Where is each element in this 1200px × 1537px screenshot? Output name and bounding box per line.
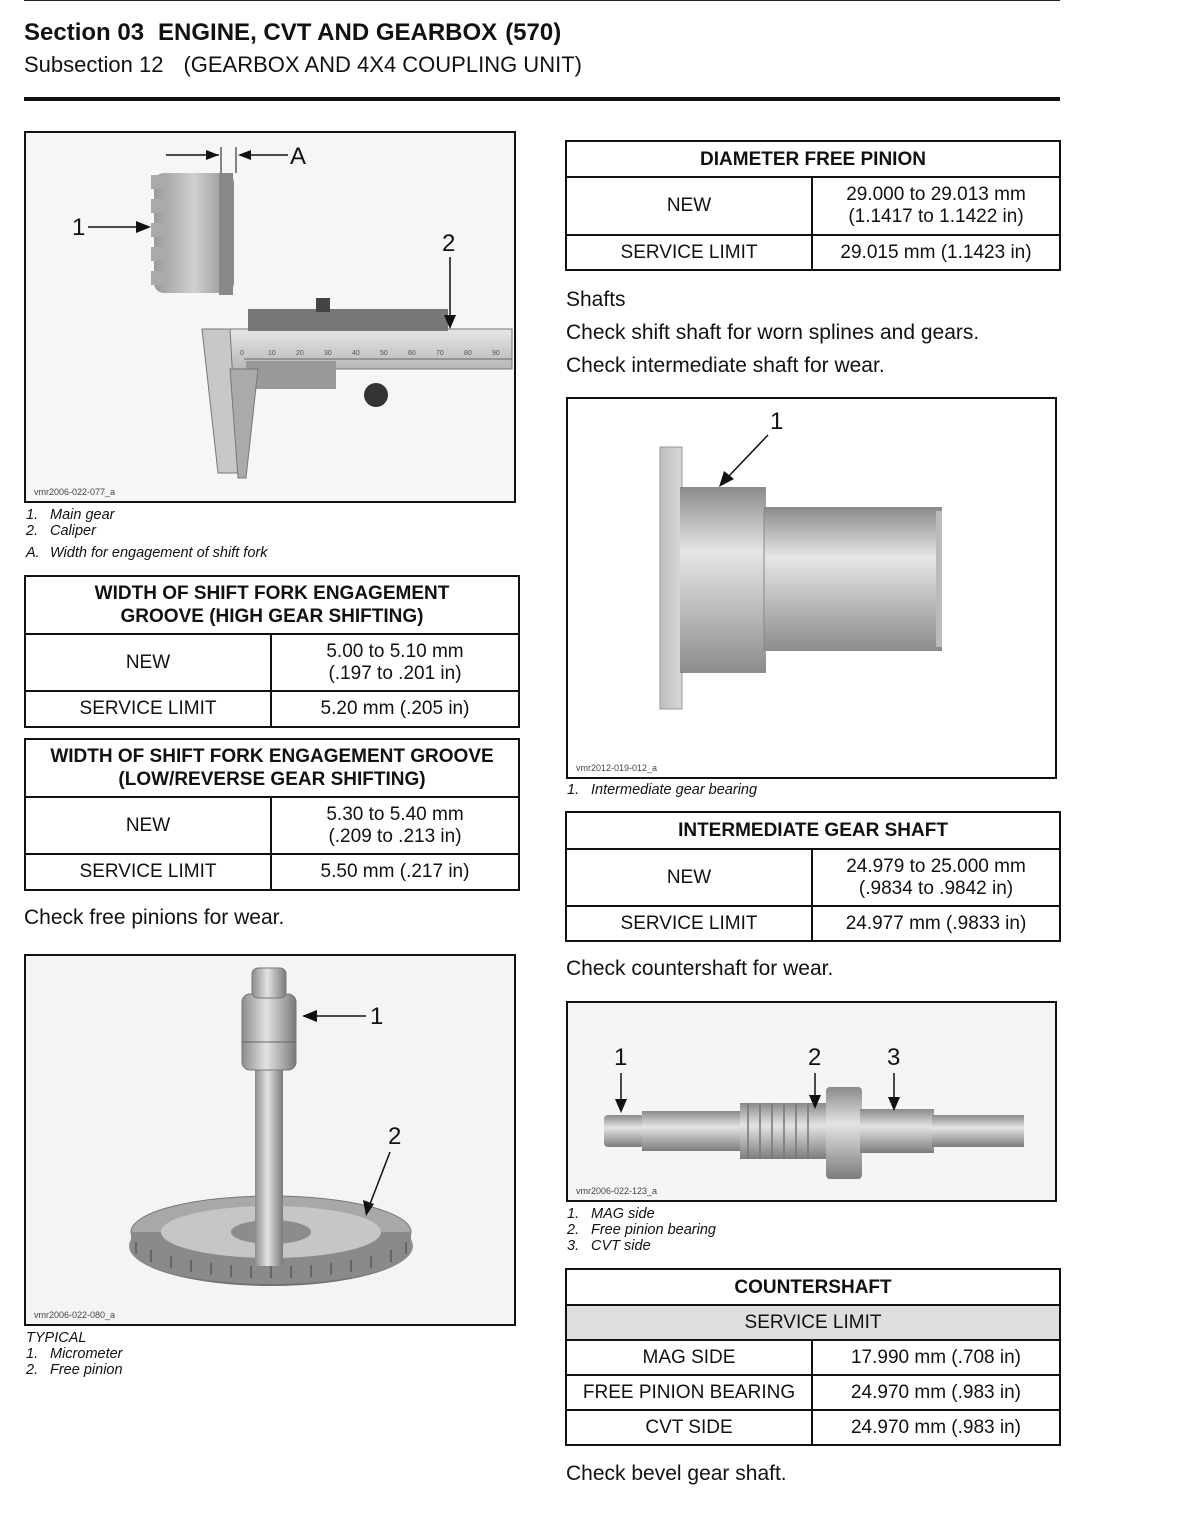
text-countershaft: Check countershaft for wear. <box>566 957 834 980</box>
scale-tick: 20 <box>296 350 304 357</box>
row-label: SERVICE LIMIT <box>25 691 271 727</box>
figure-reference: vmr2006-022-077_a <box>34 487 116 497</box>
caption-item: 1. Intermediate gear bearing <box>567 782 758 798</box>
table-title: WIDTH OF SHIFT FORK ENGAGEMENT GROOVE (HIGH GEAR SHIFTING) <box>25 576 519 634</box>
text-intermediate-shaft: Check intermediate shaft for wear. <box>566 354 885 377</box>
table-subheader: SERVICE LIMIT <box>566 1305 1060 1340</box>
callout-1: 1 <box>770 408 784 435</box>
callout-2: 2 <box>442 230 456 257</box>
caption-item: A. Width for engagement of shift fork <box>26 545 268 561</box>
table-row <box>25 691 519 727</box>
row-value: 29.000 to 29.013 mm (1.1417 to 1.1422 in) <box>812 177 1060 235</box>
table-row <box>25 634 519 691</box>
scale-tick: 70 <box>436 350 444 357</box>
table-shift-fork-high <box>24 575 520 728</box>
table-diameter-free-pinion <box>565 140 1061 271</box>
caption-item: 2. Free pinion <box>26 1362 123 1378</box>
row-label: NEW <box>566 177 812 235</box>
caption-item: 2. Free pinion bearing <box>567 1222 716 1238</box>
row-value: 24.970 mm (.983 in) <box>812 1375 1060 1410</box>
text-bevel-gear-shaft: Check bevel gear shaft. <box>566 1462 787 1485</box>
table-title: COUNTERSHAFT <box>566 1269 1060 1305</box>
table-row <box>566 235 1060 270</box>
row-value: 5.20 mm (.205 in) <box>271 691 519 727</box>
figure-micrometer-caption <box>26 1330 123 1378</box>
figure-micrometer <box>24 954 516 1326</box>
header-rule <box>24 97 1060 101</box>
caption-title: TYPICAL <box>26 1330 87 1346</box>
main-gear-shape <box>151 173 234 295</box>
table-title: INTERMEDIATE GEAR SHAFT <box>566 812 1060 849</box>
caliper-illustration <box>26 133 514 501</box>
scale-tick: 90 <box>492 350 500 357</box>
figure-countershaft-caption <box>567 1206 716 1254</box>
figure-intermediate-caption <box>567 782 757 798</box>
table-row <box>25 854 519 890</box>
section-label: Section 03 <box>24 19 145 46</box>
caption-item: 1. Main gear <box>26 507 115 523</box>
scale-tick: 10 <box>268 350 276 357</box>
table-row <box>566 177 1060 235</box>
row-label: NEW <box>566 849 812 906</box>
table-row <box>566 849 1060 906</box>
subsection-label: Subsection 12 <box>24 52 164 77</box>
table-row <box>566 1375 1060 1410</box>
section-heading <box>24 19 561 47</box>
row-label: FREE PINION BEARING <box>566 1375 812 1410</box>
row-label: NEW <box>25 634 271 691</box>
row-value: 24.977 mm (.9833 in) <box>812 906 1060 941</box>
table-title: DIAMETER FREE PINION <box>566 141 1060 177</box>
intermediate-shaft-illustration <box>568 399 1055 777</box>
figure-caliper-caption <box>26 507 267 561</box>
scale-tick: 60 <box>408 350 416 357</box>
figure-countershaft <box>566 1001 1057 1202</box>
text-free-pinions: Check free pinions for wear. <box>24 906 285 929</box>
row-label: MAG SIDE <box>566 1340 812 1375</box>
section-title: ENGINE, CVT AND GEARBOX <box>158 19 498 46</box>
subsection-heading <box>24 52 582 78</box>
callout-1: 1 <box>370 1003 384 1030</box>
table-row <box>566 1340 1060 1375</box>
callout-2: 2 <box>808 1044 822 1071</box>
row-label: SERVICE LIMIT <box>566 906 812 941</box>
table-row <box>566 906 1060 941</box>
row-value: 5.00 to 5.10 mm (.197 to .201 in) <box>271 634 519 691</box>
row-label: CVT SIDE <box>566 1410 812 1445</box>
scale-tick: 40 <box>352 350 360 357</box>
figure-intermediate-shaft <box>566 397 1057 779</box>
row-value: 5.50 mm (.217 in) <box>271 854 519 890</box>
table-shift-fork-low <box>24 738 520 891</box>
scale-tick: 50 <box>380 350 388 357</box>
table-countershaft <box>565 1268 1061 1446</box>
heading-shafts: Shafts <box>566 288 626 311</box>
row-value: 17.990 mm (.708 in) <box>812 1340 1060 1375</box>
caption-item: 1. MAG side <box>567 1206 655 1222</box>
text-shift-shaft: Check shift shaft for worn splines and gears. <box>566 321 980 344</box>
scale-tick: 80 <box>464 350 472 357</box>
subsection-title: (GEARBOX AND 4X4 COUPLING UNIT) <box>183 52 582 77</box>
figure-reference: vmr2012-019-012_a <box>576 763 658 773</box>
caption-item: 1. Micrometer <box>26 1346 123 1362</box>
row-value: 24.970 mm (.983 in) <box>812 1410 1060 1445</box>
micrometer-illustration <box>26 956 514 1324</box>
row-value: 5.30 to 5.40 mm (.209 to .213 in) <box>271 797 519 854</box>
row-label: SERVICE LIMIT <box>25 854 271 890</box>
scale-tick: 0 <box>240 350 244 357</box>
row-label: SERVICE LIMIT <box>566 235 812 270</box>
callout-1: 1 <box>614 1044 628 1071</box>
figure-caliper <box>24 131 516 503</box>
header-top-rule <box>24 0 1060 1</box>
section-model: (570) <box>505 19 562 46</box>
figure-reference: vmr2006-022-080_a <box>34 1310 116 1320</box>
table-title: WIDTH OF SHIFT FORK ENGAGEMENT GROOVE (LOW/REVERSE GEAR SHIFTING) <box>25 739 519 797</box>
table-row <box>25 797 519 854</box>
callout-3: 3 <box>887 1044 901 1071</box>
callout-2: 2 <box>388 1123 402 1150</box>
countershaft-illustration <box>568 1003 1055 1200</box>
figure-reference: vmr2006-022-123_a <box>576 1186 658 1196</box>
table-row <box>566 1410 1060 1445</box>
caption-item: 3. CVT side <box>567 1238 651 1254</box>
caption-item: 2. Caliper <box>26 523 96 539</box>
callout-a: A <box>290 143 307 170</box>
table-intermediate-gear-shaft <box>565 811 1061 942</box>
row-label: NEW <box>25 797 271 854</box>
row-value: 24.979 to 25.000 mm (.9834 to .9842 in) <box>812 849 1060 906</box>
scale-tick: 30 <box>324 350 332 357</box>
row-value: 29.015 mm (1.1423 in) <box>812 235 1060 270</box>
callout-1: 1 <box>72 214 86 241</box>
